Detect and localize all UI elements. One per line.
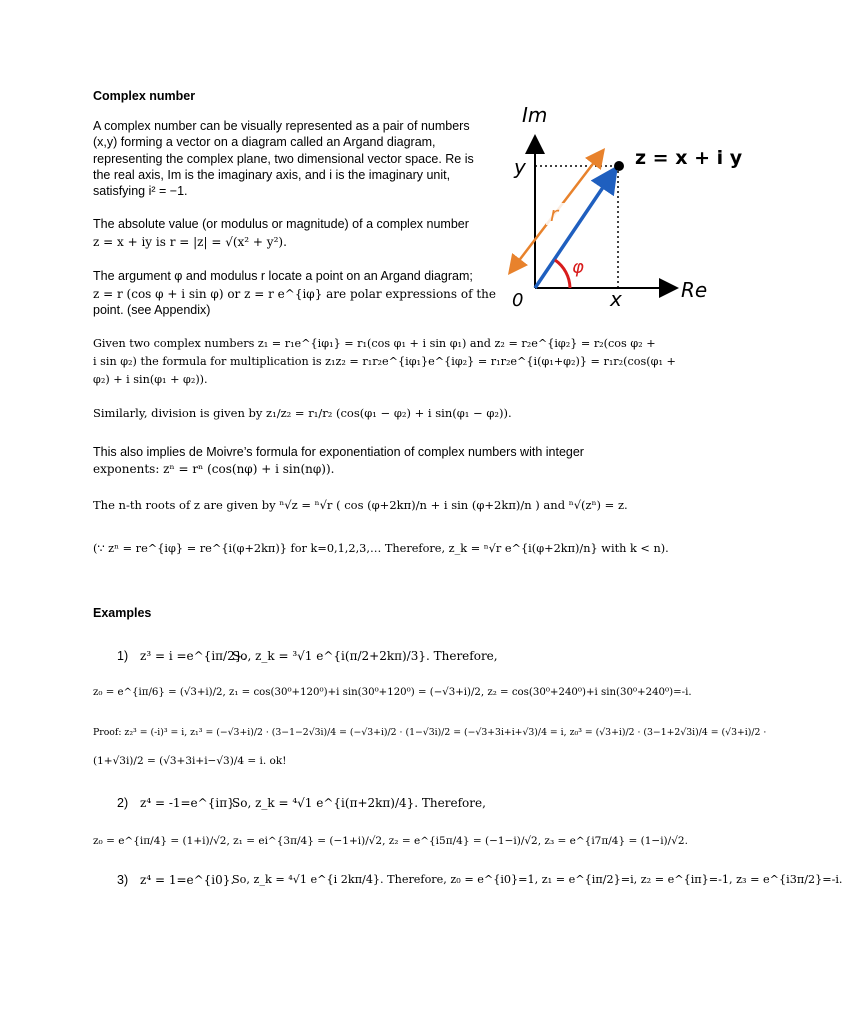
- example-1-so: So, z_k = ³√1 e^{i(π/2+2kπ)/3}. Therefore,: [232, 649, 498, 663]
- example-2-equation: z⁴ = -1=e^{iπ}.: [140, 796, 239, 810]
- point-z: [614, 161, 624, 171]
- absolute-formula: z = x + iy is r = |z| = √(x² + y²).: [93, 235, 287, 249]
- intro-line-5: satisfying i² = −1.: [93, 184, 188, 198]
- absolute-line-1: The absolute value (or modulus or magnitude) of a complex number: [93, 217, 469, 231]
- z-label: z = x + i y: [635, 147, 743, 169]
- roots-line: The n-th roots of z are given by ⁿ√z = ⁿ√r ( cos (φ+2kπ)/n + i sin (φ+2kπ)/n ) and ⁿ√(zⁿ) = z.: [93, 498, 628, 512]
- argument-line-1: The argument φ and modulus r locate a point on an Argand diagram;: [93, 269, 473, 283]
- intro-line-2: (x,y) forming a vector on a diagram called an Argand diagram,: [93, 135, 436, 149]
- page-title: Complex number: [93, 89, 196, 103]
- demoivre-line-2: exponents: zⁿ = rⁿ (cos(nφ) + i sin(nφ)).: [93, 462, 335, 476]
- example-2-number: 2): [117, 796, 129, 810]
- demoivre-line-1: This also implies de Moivre’s formula for exponentiation of complex numbers with integer: [93, 445, 584, 459]
- example-3-so: So, z_k = ⁴√1 e^{i 2kπ/4}. Therefore, z₀ = e^{i0}=1, z₁ = e^{iπ/2}=i, z₂ = e^{iπ}=-1, z₃ = e^{i3π/2}=-i.: [232, 873, 842, 886]
- y-label: y: [514, 155, 526, 179]
- division-line: Similarly, division is given by z₁/z₂ = r₁/r₂ (cos(φ₁ − φ₂) + i sin(φ₁ − φ₂)).: [93, 406, 512, 420]
- example-1-proof-line-2: (1+√3i)/2 = (√3+3i+i−√3)/4 = i. ok!: [93, 755, 287, 767]
- intro-line-4: the real axis, Im is the imaginary axis, and i is the imaginary unit,: [93, 168, 451, 182]
- example-1-values: z₀ = e^{iπ/6} = (√3+i)/2, z₁ = cos(30⁰+120⁰)+i sin(30⁰+120⁰) = (−√3+i)/2, z₂ = cos(30⁰+240⁰)+i sin(30⁰+240⁰)=-i.: [93, 687, 692, 698]
- origin-label: 0: [512, 290, 524, 311]
- argument-line-3: point. (see Appendix): [93, 303, 211, 317]
- example-2-values: z₀ = e^{iπ/4} = (1+i)/√2, z₁ = ei^{3π/4} = (−1+i)/√2, z₂ = e^{i5π/4} = (−1−i)/√2, z₃ = e^{i7π/4} = (1−i)/√2.: [93, 835, 688, 847]
- example-1-number: 1): [117, 649, 129, 663]
- multiplication-line-3: φ₂) + i sin(φ₁ + φ₂)).: [93, 373, 208, 386]
- because-line: (∵ zⁿ = re^{iφ} = re^{i(φ+2kπ)} for k=0,1,2,3,… Therefore, z_k = ⁿ√r e^{i(φ+2kπ)/n} with k < n).: [93, 542, 669, 555]
- im-label: Im: [522, 103, 548, 127]
- phi-label: φ: [572, 257, 584, 278]
- multiplication-line-2: i sin φ₂) the formula for multiplication is z₁z₂ = r₁r₂e^{iφ₁}e^{iφ₂} = r₁r₂e^{i(φ₁+φ₂)} = r₁r₂(cos(φ₁ +: [93, 355, 676, 368]
- intro-line-3: representing the complex plane, two dimensional vector space. Re is: [93, 152, 474, 166]
- multiplication-line-1: Given two complex numbers z₁ = r₁e^{iφ₁} = r₁(cos φ₁ + i sin φ₁) and z₂ = r₂e^{iφ₂} = r₂(cos φ₂ +: [93, 337, 656, 350]
- example-1-equation: z³ = i =e^{iπ/2}.: [140, 649, 247, 663]
- angle-arc: [555, 260, 570, 288]
- example-3-equation: z⁴ = 1=e^{i0}.: [140, 873, 235, 887]
- examples-heading: Examples: [93, 606, 152, 620]
- intro-line-1: A complex number can be visually represented as a pair of numbers: [93, 119, 470, 133]
- argument-line-2: z = r (cos φ + i sin φ) or z = r e^{iφ} are polar expressions of the: [93, 287, 497, 301]
- example-2-so: So, z_k = ⁴√1 e^{i(π+2kπ)/4}. Therefore,: [232, 796, 486, 810]
- re-label: Re: [681, 278, 708, 302]
- r-label: r: [550, 202, 559, 226]
- x-label: x: [610, 287, 622, 311]
- example-1-proof-line-1: Proof: z₂³ = (-i)³ = i, z₁³ = (−√3+i)/2 · (3−1−2√3i)/4 = (−√3+i)/2 · (1−√3i)/2 = (−√3+3i+i+√3)/4 = i, z₀³ = (√3+i)/2 · (3−1+2√3i)/4 = (√3+i)/2 ·: [93, 727, 767, 738]
- argand-diagram: [500, 100, 745, 320]
- example-3-number: 3): [117, 873, 129, 887]
